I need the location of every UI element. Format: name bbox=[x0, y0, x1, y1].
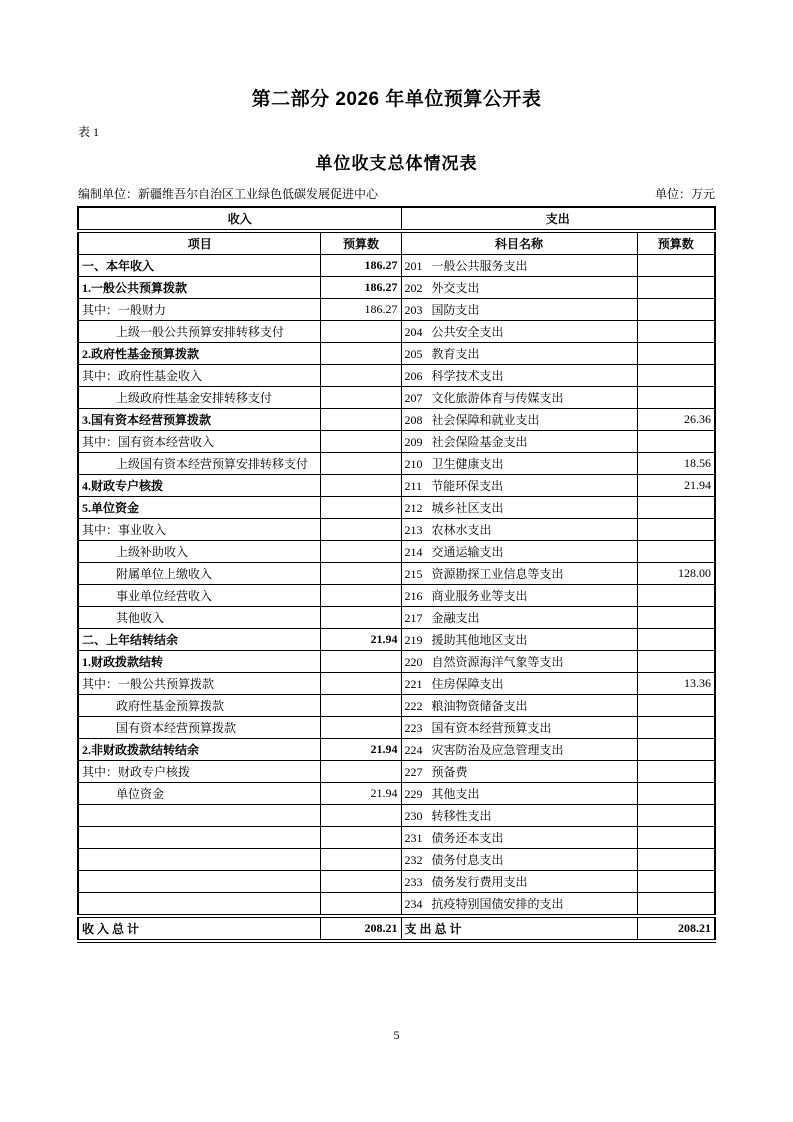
table-row bbox=[78, 805, 715, 827]
income-item: 其中：财政专户核拨 bbox=[78, 761, 321, 783]
expense-budget-value bbox=[637, 255, 715, 277]
expense-item bbox=[401, 431, 637, 453]
income-budget-value bbox=[321, 475, 401, 497]
income-item: 其中：一般财力 bbox=[78, 299, 321, 321]
expense-budget-value bbox=[637, 321, 715, 343]
expense-budget-value bbox=[637, 717, 715, 739]
expense-label: 交通运输支出 bbox=[431, 545, 504, 559]
expense-item bbox=[401, 497, 637, 519]
expense-code: 229 bbox=[404, 787, 423, 801]
table-row bbox=[78, 783, 715, 805]
expense-label: 自然资源海洋气象等支出 bbox=[431, 655, 564, 669]
table-row bbox=[78, 321, 715, 343]
income-budget-value bbox=[321, 541, 401, 563]
table-row bbox=[78, 717, 715, 739]
expense-budget-value: 13.36 bbox=[637, 673, 715, 695]
expense-code: 211 bbox=[404, 479, 423, 493]
expense-label: 教育支出 bbox=[431, 347, 480, 361]
income-section-header: 收入 bbox=[78, 207, 401, 231]
expense-label: 城乡社区支出 bbox=[431, 501, 504, 515]
expense-code: 212 bbox=[404, 501, 423, 515]
expense-label: 文化旅游体育与传媒支出 bbox=[431, 391, 564, 405]
expense-budget-value bbox=[637, 585, 715, 607]
expense-budget-value bbox=[637, 431, 715, 453]
table-row bbox=[78, 827, 715, 849]
income-budget-value bbox=[321, 695, 401, 717]
expense-label: 金融支出 bbox=[431, 611, 480, 625]
income-budget-value bbox=[321, 651, 401, 673]
table-row bbox=[78, 409, 715, 431]
income-item: 2.政府性基金预算拨款 bbox=[78, 343, 321, 365]
expense-label: 一般公共服务支出 bbox=[431, 259, 528, 273]
income-item bbox=[78, 871, 321, 893]
income-budget-value bbox=[321, 761, 401, 783]
col-header-income-budget: 预算数 bbox=[321, 231, 401, 255]
expense-code: 224 bbox=[404, 743, 423, 757]
expense-label: 转移性支出 bbox=[431, 809, 492, 823]
expense-budget-value bbox=[637, 871, 715, 893]
expense-budget-value bbox=[637, 783, 715, 805]
table-row bbox=[78, 739, 715, 761]
expense-code: 217 bbox=[404, 611, 423, 625]
expense-code: 201 bbox=[404, 259, 423, 273]
income-item: 附属单位上缴收入 bbox=[78, 563, 321, 585]
expense-code: 233 bbox=[404, 875, 423, 889]
expense-item bbox=[401, 299, 637, 321]
income-budget-value bbox=[321, 563, 401, 585]
expense-budget-value bbox=[637, 893, 715, 917]
expense-label: 债务还本支出 bbox=[431, 831, 504, 845]
expense-budget-value bbox=[637, 695, 715, 717]
column-header-row bbox=[78, 231, 715, 255]
expense-item bbox=[401, 255, 637, 277]
income-item: 其中：政府性基金收入 bbox=[78, 365, 321, 387]
expense-item bbox=[401, 343, 637, 365]
expense-code: 208 bbox=[404, 413, 423, 427]
income-item bbox=[78, 805, 321, 827]
expense-code: 206 bbox=[404, 369, 423, 383]
expense-code: 210 bbox=[404, 457, 423, 471]
expense-budget-value bbox=[637, 827, 715, 849]
income-item bbox=[78, 893, 321, 917]
expense-budget-value bbox=[637, 365, 715, 387]
table-row bbox=[78, 365, 715, 387]
expense-code: 234 bbox=[404, 897, 423, 911]
expense-budget-value bbox=[637, 343, 715, 365]
income-item: 1.一般公共预算拨款 bbox=[78, 277, 321, 299]
income-budget-value bbox=[321, 497, 401, 519]
income-budget-value: 186.27 bbox=[321, 277, 401, 299]
expense-item bbox=[401, 453, 637, 475]
income-item: 上级政府性基金安排转移支付 bbox=[78, 387, 321, 409]
expense-budget-value bbox=[637, 519, 715, 541]
expense-item bbox=[401, 871, 637, 893]
income-budget-value bbox=[321, 871, 401, 893]
table-row bbox=[78, 651, 715, 673]
unit-label: 单位：万元 bbox=[654, 187, 715, 201]
expense-total-label: 支 出 总 计 bbox=[401, 916, 637, 941]
income-budget-value: 186.27 bbox=[321, 255, 401, 277]
page-number: 5 bbox=[393, 1028, 400, 1042]
expense-budget-value bbox=[637, 541, 715, 563]
income-budget-value: 21.94 bbox=[321, 739, 401, 761]
expense-label: 粮油物资储备支出 bbox=[431, 699, 528, 713]
expense-code: 207 bbox=[404, 391, 423, 405]
table-title: 单位收支总体情况表 bbox=[315, 154, 478, 173]
expense-budget-value: 21.94 bbox=[637, 475, 715, 497]
expense-code: 221 bbox=[404, 677, 423, 691]
table-row bbox=[78, 629, 715, 651]
income-budget-value bbox=[321, 519, 401, 541]
income-item: 1.财政拨款结转 bbox=[78, 651, 321, 673]
income-budget-value bbox=[321, 673, 401, 695]
income-budget-value bbox=[321, 321, 401, 343]
income-budget-value bbox=[321, 607, 401, 629]
income-budget-value bbox=[321, 585, 401, 607]
expense-item bbox=[401, 563, 637, 585]
expense-budget-value bbox=[637, 651, 715, 673]
expense-code: 223 bbox=[404, 721, 423, 735]
table-row bbox=[78, 607, 715, 629]
expense-code: 209 bbox=[404, 435, 423, 449]
expense-label: 节能环保支出 bbox=[431, 479, 504, 493]
income-item: 其他收入 bbox=[78, 607, 321, 629]
table-row bbox=[78, 453, 715, 475]
expense-item bbox=[401, 849, 637, 871]
table-row bbox=[78, 761, 715, 783]
expense-budget-value bbox=[637, 497, 715, 519]
expense-code: 202 bbox=[404, 281, 423, 295]
expense-label: 卫生健康支出 bbox=[431, 457, 504, 471]
expense-item bbox=[401, 673, 637, 695]
expense-label: 债务付息支出 bbox=[431, 853, 504, 867]
expense-code: 204 bbox=[404, 325, 423, 339]
expense-item bbox=[401, 519, 637, 541]
expense-item bbox=[401, 585, 637, 607]
income-item: 事业单位经营收入 bbox=[78, 585, 321, 607]
table-row bbox=[78, 563, 715, 585]
income-budget-value bbox=[321, 431, 401, 453]
expense-budget-value bbox=[637, 387, 715, 409]
table-row bbox=[78, 673, 715, 695]
income-budget-value bbox=[321, 343, 401, 365]
expense-label: 公共安全支出 bbox=[431, 325, 504, 339]
expense-code: 220 bbox=[404, 655, 423, 669]
income-item: 其中：事业收入 bbox=[78, 519, 321, 541]
expense-item bbox=[401, 651, 637, 673]
expense-code: 214 bbox=[404, 545, 423, 559]
col-header-subject: 科目名称 bbox=[401, 231, 637, 255]
expense-label: 社会保障和就业支出 bbox=[431, 413, 540, 427]
expense-budget-value: 26.36 bbox=[637, 409, 715, 431]
income-total-label: 收 入 总 计 bbox=[78, 916, 321, 941]
expense-label: 援助其他地区支出 bbox=[431, 633, 528, 647]
expense-item bbox=[401, 365, 637, 387]
income-budget-value bbox=[321, 387, 401, 409]
income-budget-value: 21.94 bbox=[321, 783, 401, 805]
expense-budget-value bbox=[637, 805, 715, 827]
expense-item bbox=[401, 717, 637, 739]
expense-label: 农林水支出 bbox=[431, 523, 492, 537]
expense-code: 232 bbox=[404, 853, 423, 867]
income-budget-value: 21.94 bbox=[321, 629, 401, 651]
table-row bbox=[78, 893, 715, 917]
expense-code: 230 bbox=[404, 809, 423, 823]
expense-item bbox=[401, 629, 637, 651]
income-item: 国有资本经营预算拨款 bbox=[78, 717, 321, 739]
expense-item bbox=[401, 827, 637, 849]
table-row bbox=[78, 871, 715, 893]
expense-label: 抗疫特别国债安排的支出 bbox=[431, 897, 564, 911]
col-header-item: 项目 bbox=[78, 231, 321, 255]
income-item bbox=[78, 849, 321, 871]
income-item: 一、本年收入 bbox=[78, 255, 321, 277]
income-item: 5.单位资金 bbox=[78, 497, 321, 519]
expense-total-value: 208.21 bbox=[637, 916, 715, 941]
table-row bbox=[78, 343, 715, 365]
income-item: 3.国有资本经营预算拨款 bbox=[78, 409, 321, 431]
table-row bbox=[78, 695, 715, 717]
expense-code: 213 bbox=[404, 523, 423, 537]
income-budget-value bbox=[321, 893, 401, 917]
budget-table bbox=[77, 206, 716, 943]
income-budget-value bbox=[321, 849, 401, 871]
income-item: 单位资金 bbox=[78, 783, 321, 805]
expense-budget-value: 128.00 bbox=[637, 563, 715, 585]
expense-code: 222 bbox=[404, 699, 423, 713]
table-row bbox=[78, 255, 715, 277]
income-budget-value bbox=[321, 827, 401, 849]
table-row bbox=[78, 585, 715, 607]
income-budget-value bbox=[321, 409, 401, 431]
expense-item bbox=[401, 761, 637, 783]
expense-code: 216 bbox=[404, 589, 423, 603]
expense-label: 科学技术支出 bbox=[431, 369, 504, 383]
col-header-expense-budget: 预算数 bbox=[637, 231, 715, 255]
income-item: 上级国有资本经营预算安排转移支付 bbox=[78, 453, 321, 475]
expense-label: 资源勘探工业信息等支出 bbox=[431, 567, 564, 581]
expense-code: 205 bbox=[404, 347, 423, 361]
expense-budget-value bbox=[637, 299, 715, 321]
table-row bbox=[78, 299, 715, 321]
table-row bbox=[78, 475, 715, 497]
expense-budget-value bbox=[637, 761, 715, 783]
table-meta-row bbox=[78, 187, 715, 202]
expense-code: 227 bbox=[404, 765, 423, 779]
income-item: 2.非财政拨款结转结余 bbox=[78, 739, 321, 761]
table-number: 表 1 bbox=[78, 125, 100, 139]
expense-item bbox=[401, 695, 637, 717]
expense-item bbox=[401, 739, 637, 761]
expense-code: 215 bbox=[404, 567, 423, 581]
table-row bbox=[78, 519, 715, 541]
income-item: 二、上年结转结余 bbox=[78, 629, 321, 651]
expense-code: 219 bbox=[404, 633, 423, 647]
table-row bbox=[78, 541, 715, 563]
income-total-value: 208.21 bbox=[321, 916, 401, 941]
total-row bbox=[78, 916, 715, 941]
part-title: 第二部分 2026 年单位预算公开表 bbox=[251, 89, 542, 110]
section-header-row bbox=[78, 207, 715, 231]
income-budget-value bbox=[321, 805, 401, 827]
income-item: 上级补助收入 bbox=[78, 541, 321, 563]
expense-label: 商业服务业等支出 bbox=[431, 589, 528, 603]
expense-item bbox=[401, 893, 637, 917]
income-budget-value bbox=[321, 453, 401, 475]
table-row bbox=[78, 849, 715, 871]
expense-label: 债务发行费用支出 bbox=[431, 875, 528, 889]
expense-budget-value bbox=[637, 849, 715, 871]
income-budget-value bbox=[321, 365, 401, 387]
table-row bbox=[78, 431, 715, 453]
expense-item bbox=[401, 541, 637, 563]
expense-item bbox=[401, 387, 637, 409]
prepared-by-label: 编制单位：新疆维吾尔自治区工业绿色低碳发展促进中心 bbox=[78, 187, 379, 201]
expense-label: 外交支出 bbox=[431, 281, 480, 295]
expense-label: 灾害防治及应急管理支出 bbox=[431, 743, 564, 757]
expense-budget-value bbox=[637, 629, 715, 651]
expense-budget-value: 18.56 bbox=[637, 453, 715, 475]
expense-item bbox=[401, 783, 637, 805]
expense-label: 国防支出 bbox=[431, 303, 480, 317]
expense-label: 国有资本经营预算支出 bbox=[431, 721, 552, 735]
expense-label: 社会保险基金支出 bbox=[431, 435, 528, 449]
expense-code: 203 bbox=[404, 303, 423, 317]
expense-item bbox=[401, 607, 637, 629]
expense-item bbox=[401, 277, 637, 299]
table-row bbox=[78, 497, 715, 519]
expense-item bbox=[401, 475, 637, 497]
income-budget-value: 186.27 bbox=[321, 299, 401, 321]
income-budget-value bbox=[321, 717, 401, 739]
income-item bbox=[78, 827, 321, 849]
expense-label: 预备费 bbox=[431, 765, 468, 779]
expense-label: 其他支出 bbox=[431, 787, 480, 801]
income-item: 其中：一般公共预算拨款 bbox=[78, 673, 321, 695]
expense-item bbox=[401, 321, 637, 343]
expense-label: 住房保障支出 bbox=[431, 677, 504, 691]
expense-item bbox=[401, 409, 637, 431]
expense-section-header: 支出 bbox=[401, 207, 715, 231]
table-row bbox=[78, 277, 715, 299]
income-item: 政府性基金预算拨款 bbox=[78, 695, 321, 717]
income-item: 4.财政专户核拨 bbox=[78, 475, 321, 497]
table-row bbox=[78, 387, 715, 409]
expense-budget-value bbox=[637, 607, 715, 629]
expense-code: 231 bbox=[404, 831, 423, 845]
expense-item bbox=[401, 805, 637, 827]
expense-budget-value bbox=[637, 739, 715, 761]
expense-budget-value bbox=[637, 277, 715, 299]
income-item: 上级一般公共预算安排转移支付 bbox=[78, 321, 321, 343]
income-item: 其中：国有资本经营收入 bbox=[78, 431, 321, 453]
